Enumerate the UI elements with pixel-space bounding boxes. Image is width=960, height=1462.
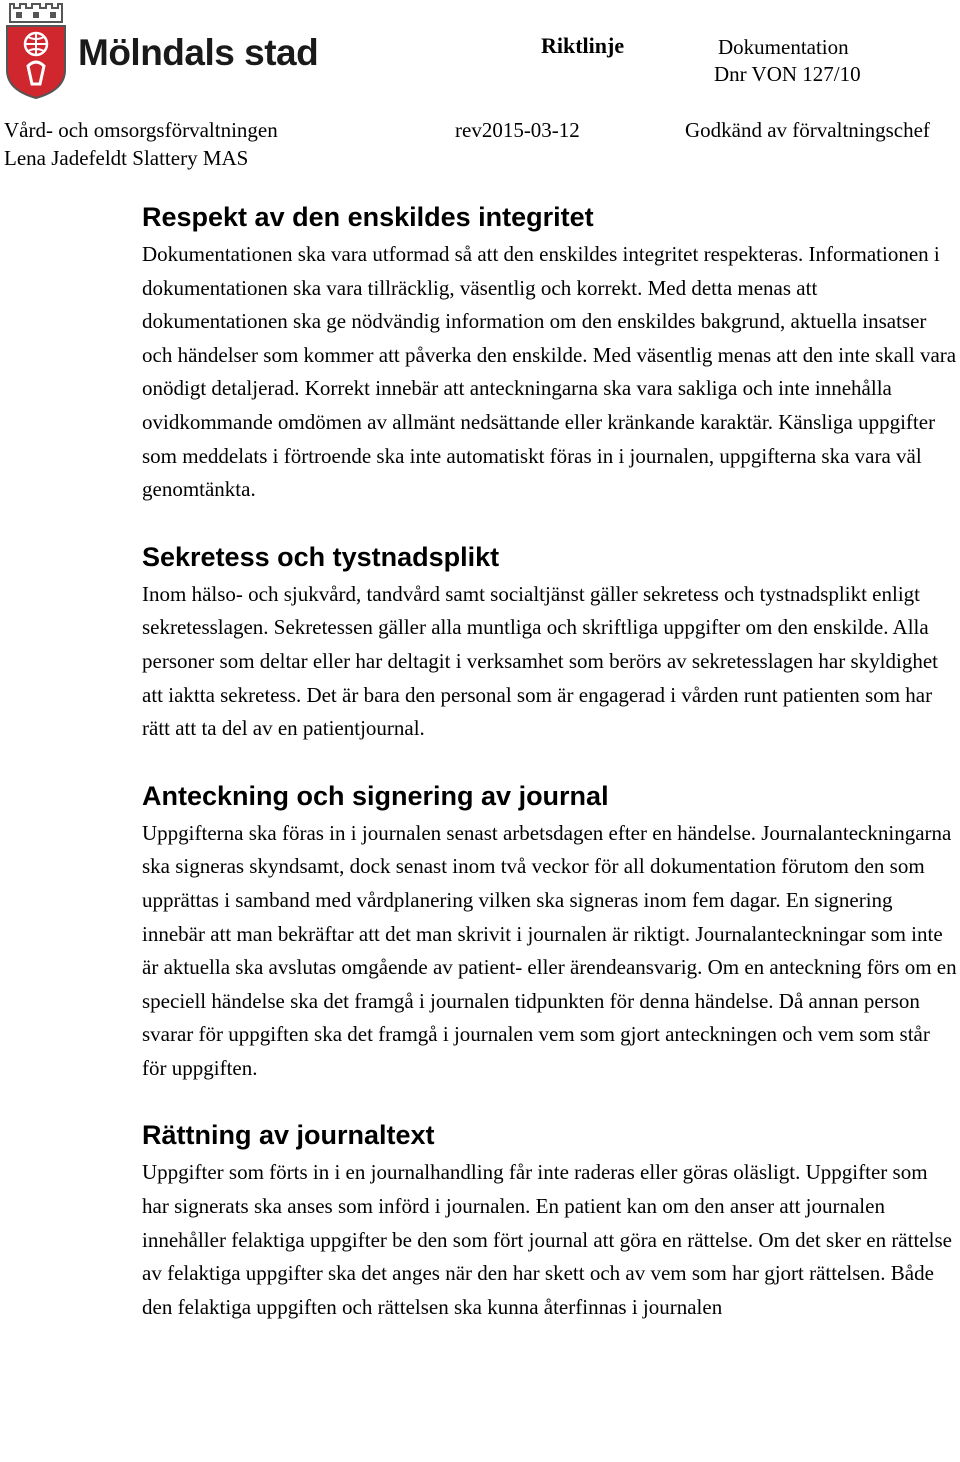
section-signing xyxy=(142,779,957,1086)
section-heading: Sekretess och tystnadsplikt xyxy=(142,541,500,572)
approval: Godkänd av förvaltningschef xyxy=(685,118,930,142)
section-text: Inom hälso- och sjukvård, tandvård samt socialtjänst gäller sekretess och tystnadsplikt enligt sekretesslagen. Sekretessen gäller alla muntliga och skriftliga uppgifter om den enskilde. Alla personer som deltar eller har deltagit i verksamhet som berörs av sekretesslagen har skyldighet att iaktta sekretess. Det är bara den personal som är engagerad i vården runt patienten som har rätt att ta del av en patientjournal. xyxy=(142,581,938,741)
document-number: Dnr VON 127/10 xyxy=(714,62,861,86)
section-heading: Rättning av journaltext xyxy=(142,1120,435,1151)
coat-of-arms-icon xyxy=(4,2,68,100)
section-heading: Anteckning och signering av journal xyxy=(142,780,609,811)
section-correction xyxy=(142,1118,957,1324)
organization-logo xyxy=(4,2,318,100)
document-kind: Dokumentation xyxy=(718,35,849,59)
document-body xyxy=(142,200,957,1357)
section-text: Dokumentationen ska vara utformad så att den enskildes integritet respekteras. Informationen i dokumentationen ska vara tillräcklig, väsentlig och korrekt. Med detta menas att dokumentationen ska ge nödvändig information om den enskildes bakgrund, aktuella insatser och händelser som kommer att påverka den enskilde. Med väsentlig menas att den inte skall vara onödigt detaljerad. Korrekt innebär att anteckningarna ska vara sakliga och inte innehålla ovidkommande omdömen av allmänt nedsättande eller kränkande karaktär. Känsliga uppgifter som meddelats i förtroende ska inte automatiskt föras in i journalen, uppgifterna ska vara väl genomtänkta. xyxy=(142,242,957,502)
organization-name: Mölndals stad xyxy=(78,32,319,73)
revision-date: rev2015-03-12 xyxy=(455,118,580,142)
section-text: Uppgifter som förts in i en journalhandling får inte raderas eller göras oläsligt. Uppgifter som har signerats ska anses som införd i journalen. En patient kan om den anser att journalen innehåller felaktiga uppgifter be den som fört journal att göra en rättelse. Om det sker en rättelse av felaktiga uppgifter ska det anges när den har skett och av vem som har gjort rättelsen. Både den felaktiga uppgiften och rättelsen ska kunna återfinnas i journalen xyxy=(142,1160,952,1319)
section-integrity xyxy=(142,200,957,507)
section-text: Uppgifterna ska föras in i journalen senast arbetsdagen efter en händelse. Journalanteckningarna ska signeras skyndsamt, dock senast inom två veckor för all dokumentation förutom den som upprättas i samband med vårdplanering vilken ska signeras inom fem dagar. En signering innebär att man bekräftar att det man skrivit i journalen är riktigt. Journalanteckningar som inte är aktuella ska avslutas omgående av patient- eller ärendeansvarig. Om en anteckning förs om en speciell händelse ska det framgå i journalen tidpunkten för denna händelse. Då annan person svarar för uppgiften ska det framgå i journalen vem som gjort anteckningen och vem som står för uppgiften. xyxy=(142,820,957,1080)
section-heading: Respekt av den enskildes integritet xyxy=(142,202,594,232)
document-info xyxy=(714,34,861,88)
author: Lena Jadefeldt Slattery MAS xyxy=(4,146,249,170)
department: Vård- och omsorgsförvaltningen xyxy=(4,118,278,142)
section-confidentiality xyxy=(142,540,957,746)
document-type: Riktlinje xyxy=(541,33,625,58)
